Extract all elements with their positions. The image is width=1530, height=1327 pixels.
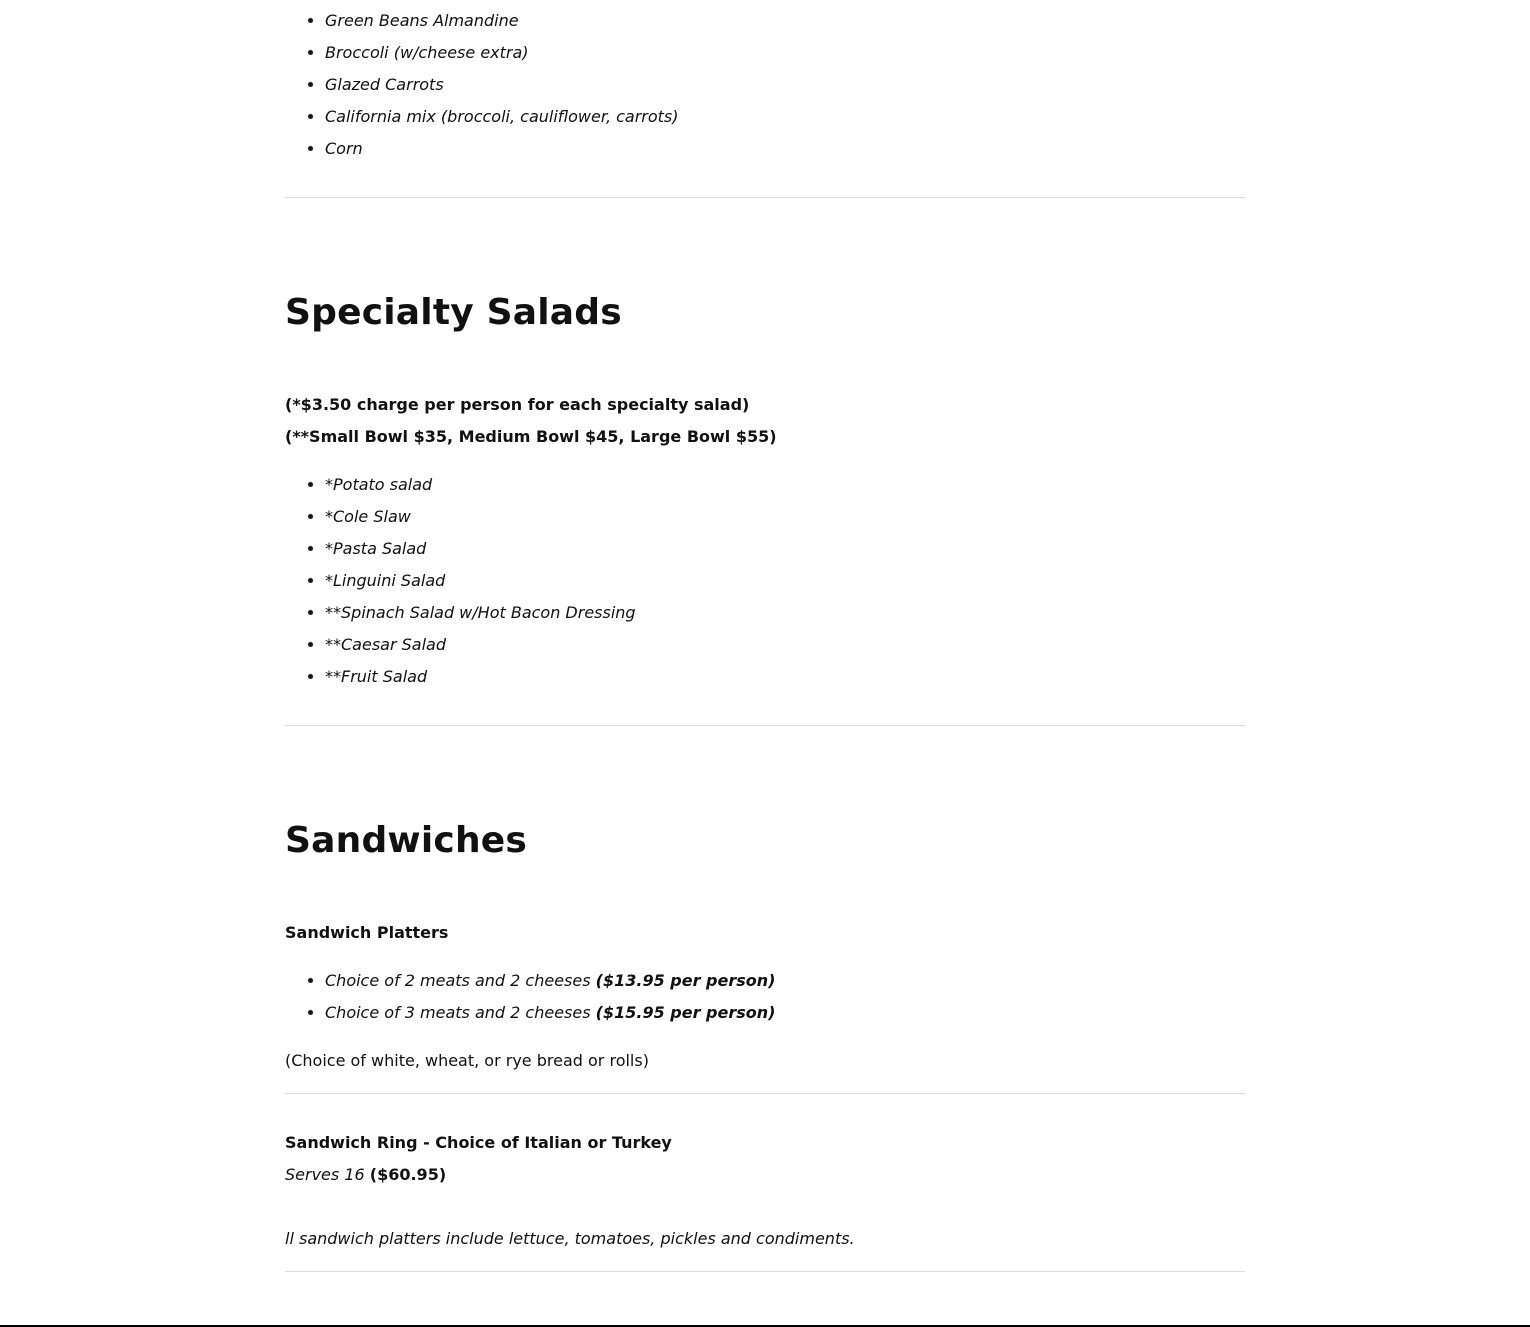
bowl-price-note: (**Small Bowl $35, Medium Bowl $45, Large Bowl $55) [285, 427, 777, 446]
specialty-salads-list [285, 469, 1245, 693]
list-item: • **Spinach Salad w/Hot Bacon Dressing [325, 597, 1245, 629]
sandwich-ring-serves [285, 1159, 446, 1191]
sandwich-ring-heading: Sandwich Ring - Choice of Italian or Turkey [285, 1133, 672, 1152]
list-item [325, 997, 1245, 1029]
vegetables-list [285, 5, 1245, 165]
list-item: • Broccoli (w/cheese extra) [325, 37, 1245, 69]
sandwich-platters-heading: Sandwich Platters [285, 923, 449, 942]
specialty-salad-charge-note: (*$3.50 charge per person for each specialty salad) [285, 395, 750, 414]
list-item: • California mix (broccoli, cauliflower, carrots) [325, 101, 1245, 133]
section-divider [285, 197, 1245, 198]
sandwich-ring-price: ($60.95) [369, 1165, 447, 1184]
list-item: • **Caesar Salad [325, 629, 1245, 661]
bread-choice-note: (Choice of white, wheat, or rye bread or rolls) [285, 1051, 649, 1070]
list-item: • Green Beans Almandine [325, 5, 1245, 37]
platter-option-price: ($13.95 per person) [595, 971, 776, 990]
specialty-salads-title: Specialty Salads [285, 292, 622, 333]
platter-option-text: Choice of 3 meats and 2 cheeses [325, 1003, 596, 1022]
list-item: • *Pasta Salad [325, 533, 1245, 565]
section-divider [285, 725, 1245, 726]
sandwich-footnote: ll sandwich platters include lettuce, tomatoes, pickles and condiments. [285, 1229, 855, 1248]
platter-option-text: Choice of 2 meats and 2 cheeses [325, 971, 596, 990]
list-item: • *Potato salad [325, 469, 1245, 501]
section-divider [285, 1271, 1245, 1272]
list-item [325, 965, 1245, 997]
list-item: • Corn [325, 133, 1245, 165]
list-item: • *Linguini Salad [325, 565, 1245, 597]
list-item: • *Cole Slaw [325, 501, 1245, 533]
section-divider [285, 1093, 1245, 1094]
serves-text: Serves 16 [285, 1165, 370, 1184]
list-item: • **Fruit Salad [325, 661, 1245, 693]
platter-option-price: ($15.95 per person) [595, 1003, 776, 1022]
sandwiches-title: Sandwiches [285, 820, 528, 861]
sandwich-platters-list [285, 965, 1245, 1029]
list-item: • Glazed Carrots [325, 69, 1245, 101]
